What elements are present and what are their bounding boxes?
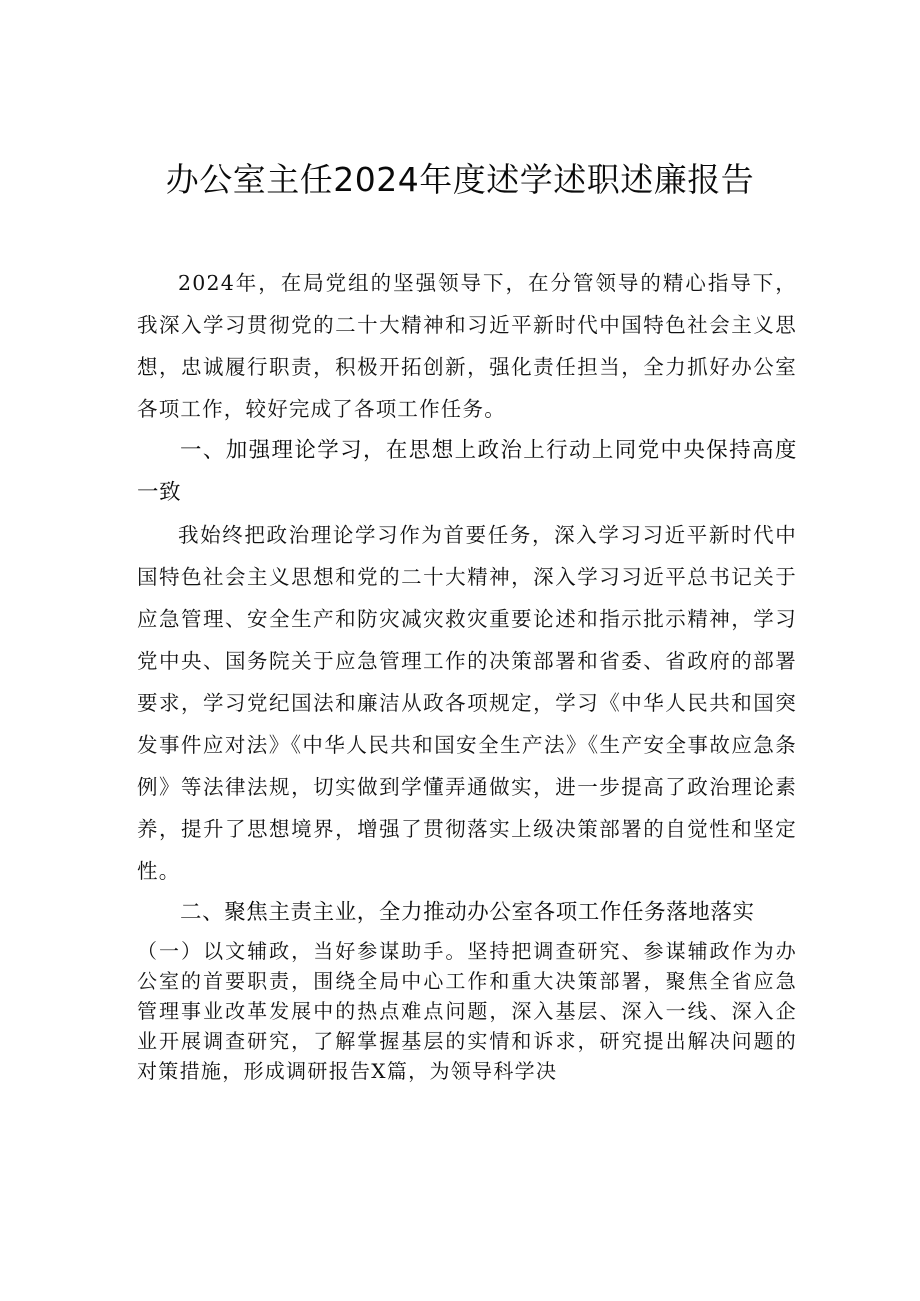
section-2-heading: 二、聚焦主责主业，全力推动办公室各项工作任务落地落实 (180, 900, 755, 925)
section-1-heading: 一、加强理论学习，在思想上政治上行动上同党中央保持高度一致 (137, 438, 797, 505)
section-1-paragraph: 我始终把政治理论学习作为首要任务，深入学习习近平新时代中国特色社会主义思想和党的二十大精神，深入学习习近平总书记关于应急管理、安全生产和防灾减灾救灾重要论述和指示批示精神，学习党中央、国务院关于应急管理工作的决策部署和省委、省政府的部署要求，学习党纪国法和廉洁从政各项规定，学习《中华人民共和国突发事件应对法》《中华人民共和国安全生产法》《生产安全事故应急条例》等法律法规，切实做到学懂弄通做实，进一步提高了政治理论素养，提升了思想境界，增强了贯彻落实上级决策部署的自觉性和坚定性。 (137, 523, 797, 883)
section-2-subsection-1: （一）以文辅政，当好参谋助手。坚持把调查研究、参谋辅政作为办公室的首要职责，围绕全局中心工作和重大决策部署，聚焦全省应急管理事业改革发展中的热点难点问题，深入基层、深入一线、深入企业开展调查研究，了解掌握基层的实情和诉求，研究提出解决问题的对策措施，形成调研报告X篇，为领导科学决 (137, 939, 797, 1083)
document-body (137, 262, 797, 1086)
document-title: 办公室主任2024年度述学述职述廉报告 (165, 160, 755, 199)
intro-paragraph: 2024年，在局党组的坚强领导下，在分管领导的精心指导下，我深入学习贯彻党的二十大精神和习近平新时代中国特色社会主义思想，忠诚履行职责，积极开拓创新，强化责任担当，全力抓好办公室各项工作，较好完成了各项工作任务。 (137, 271, 797, 421)
